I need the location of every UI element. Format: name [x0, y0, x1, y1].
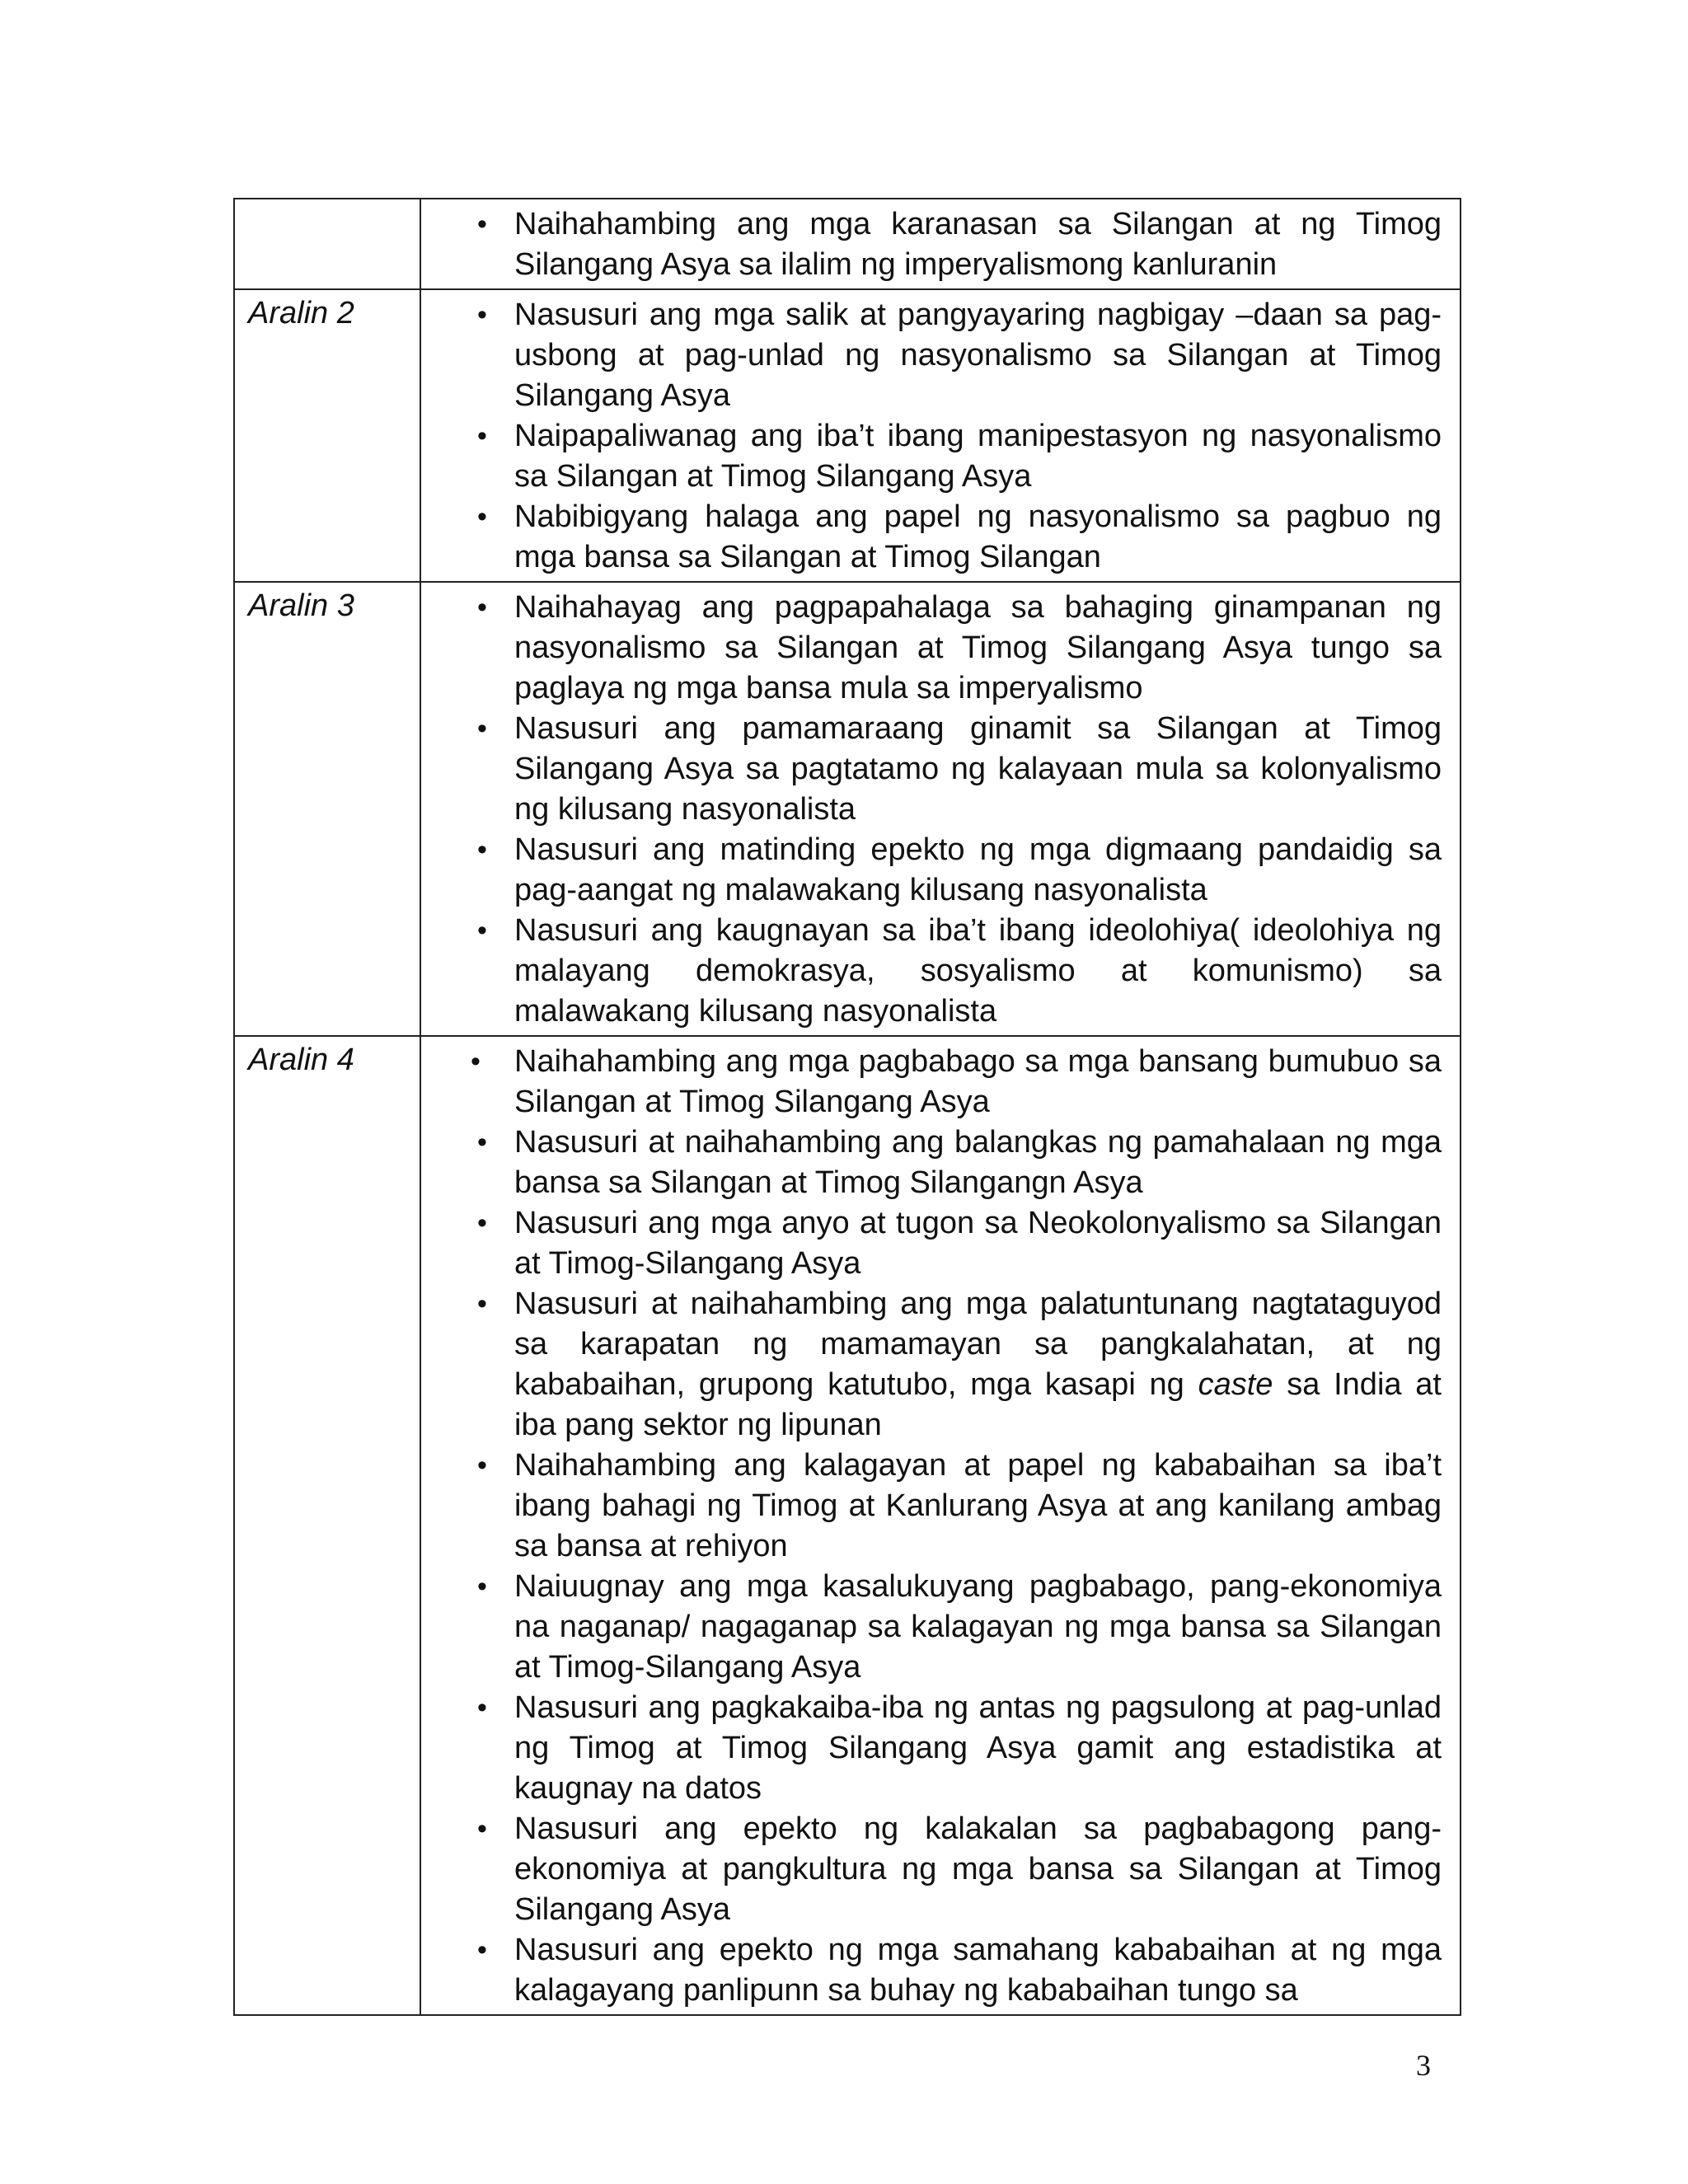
competency-item: • Nasusuri ang pamamaraang ginamit sa Silangan at Timog Silangang Asya sa pagtatamo ng kalayaan mula sa kolonyalismo ng kilusang nasyonalista: [421, 709, 1442, 830]
lesson-label-cell: [234, 289, 420, 582]
bullet-icon: •: [477, 834, 487, 865]
competency-list: [421, 199, 1460, 288]
competency-item: • Nasusuri ang mga salik at pangyayaring nagbigay –daan sa pag-usbong at pag-unlad ng nasyonalismo sa Silangan at Timog Silangang Asya: [421, 295, 1442, 416]
lesson-label: Aralin 2: [248, 296, 354, 330]
lesson-label-cell: [234, 199, 420, 289]
bullet-icon: •: [477, 1571, 487, 1602]
competency-item: • Naipapaliwanag ang iba’t ibang manipestasyon ng nasyonalismo sa Silangan at Timog Silangang Asya: [421, 416, 1442, 497]
lesson-label: Aralin 4: [248, 1043, 354, 1077]
competency-item: • Nasusuri ang epekto ng kalakalan sa pagbabagong pang-ekonomiya at pangkultura ng mga bansa sa Silangan at Timog Silangang Asya: [421, 1809, 1442, 1930]
lesson-label-cell: [234, 582, 420, 1036]
bullet-icon: •: [471, 1046, 481, 1077]
bullet-icon: •: [477, 299, 487, 330]
competency-item: • Naihahayag ang pagpapahalaga sa bahaging ginampanan ng nasyonalismo sa Silangan at Timog Silangang Asya tungo sa paglaya ng mga bansa mula sa imperyalismo: [421, 588, 1442, 709]
bullet-icon: •: [477, 713, 487, 744]
competency-item: • Nasusuri ang pagkakaiba-iba ng antas ng pagsulong at pag-unlad ng Timog at Timog Silangang Asya gamit ang estadistika at kaugnay na datos: [421, 1688, 1442, 1809]
emphasized-term: caste: [1198, 1367, 1273, 1402]
competency-list: [421, 290, 1460, 581]
bullet-icon: •: [477, 915, 487, 946]
lesson-label: [235, 199, 420, 203]
competency-item: • Naihahambing ang mga karanasan sa Silangan at ng Timog Silangang Asya sa ilalim ng imperyalismong kanluranin: [421, 204, 1442, 285]
competency-list: [421, 1037, 1460, 2014]
bullet-icon: •: [477, 420, 487, 452]
bullet-icon: •: [477, 501, 487, 532]
competency-list: [421, 583, 1460, 1035]
competency-item: • Nasusuri at naihahambing ang balangkas ng pamahalaan ng mga bansa sa Silangan at Timog Silangangn Asya: [421, 1122, 1442, 1203]
lesson-label-cell: [234, 1036, 420, 2015]
bullet-icon: •: [477, 1207, 487, 1239]
competency-item: • Nasusuri at naihahambing ang mga palatuntunang nagtataguyod sa karapatan ng mamamayan sa pangkalahatan, at ng kababaihan, grupong katutubo, mga kasapi ng caste sa India at iba pang sektor ng lipunan: [421, 1284, 1442, 1446]
bullet-icon: •: [477, 1692, 487, 1723]
competency-item: • Nasusuri ang epekto ng mga samahang kababaihan at ng mga kalagayang panlipunn sa buhay ng kababaihan tungo sa: [421, 1930, 1442, 2011]
table-row: [234, 199, 1461, 289]
page-number: 3: [1416, 2049, 1431, 2082]
competency-table: [233, 198, 1461, 2016]
table-row: [234, 582, 1461, 1036]
bullet-icon: •: [477, 1813, 487, 1844]
competency-cell: [420, 582, 1461, 1036]
competency-cell: [420, 1036, 1461, 2015]
bullet-icon: •: [477, 1127, 487, 1158]
bullet-icon: •: [477, 1288, 487, 1319]
lesson-label: Aralin 3: [248, 588, 354, 623]
bullet-icon: •: [477, 209, 487, 240]
bullet-icon: •: [477, 1934, 487, 1966]
bullet-icon: •: [477, 1450, 487, 1481]
competency-item: • Nasusuri ang mga anyo at tugon sa Neokolonyalismo sa Silangan at Timog-Silangang Asya: [421, 1203, 1442, 1284]
competency-item: • Naihahambing ang mga pagbabago sa mga bansang bumubuo sa Silangan at Timog Silangang Asya: [421, 1042, 1442, 1122]
table-row: [234, 289, 1461, 582]
competency-cell: [420, 199, 1461, 289]
competency-item: • Nabibigyang halaga ang papel ng nasyonalismo sa pagbuo ng mga bansa sa Silangan at Timog Silangan: [421, 497, 1442, 578]
bullet-icon: •: [477, 592, 487, 623]
competency-cell: [420, 289, 1461, 582]
competency-item: • Naihahambing ang kalagayan at papel ng kababaihan sa iba’t ibang bahagi ng Timog at Kanlurang Asya at ang kanilang ambag sa bansa at rehiyon: [421, 1446, 1442, 1567]
table-row: [234, 1036, 1461, 2015]
competency-item: • Nasusuri ang kaugnayan sa iba’t ibang ideolohiya( ideolohiya ng malayang demokrasya, sosyalismo at komunismo) sa malawakang kilusang nasyonalista: [421, 911, 1442, 1032]
competency-item: • Nasusuri ang matinding epekto ng mga digmaang pandaidig sa pag-aangat ng malawakang kilusang nasyonalista: [421, 830, 1442, 911]
competency-item: • Naiuugnay ang mga kasalukuyang pagbabago, pang-ekonomiya na naganap/ nagaganap sa kalagayan ng mga bansa sa Silangan at Timog-Silangang Asya: [421, 1567, 1442, 1688]
